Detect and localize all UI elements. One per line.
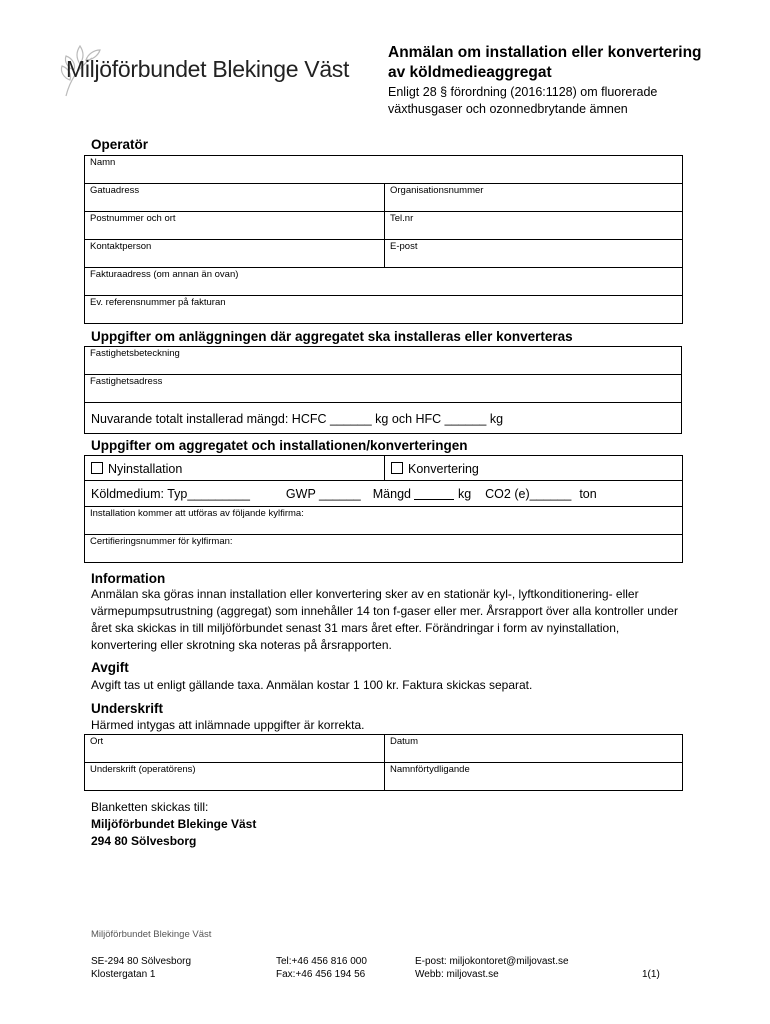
mangd-label: Mängd xyxy=(372,487,411,501)
namnfortydligande-field[interactable]: Namnförtydligande xyxy=(385,763,683,791)
epost-field[interactable]: E-post xyxy=(385,240,683,268)
send-org: Miljöförbundet Blekinge Väst xyxy=(91,817,257,831)
footer-fax: Fax:+46 456 194 56 xyxy=(276,969,366,980)
signature-table xyxy=(84,734,683,791)
postnr-field[interactable]: Postnummer och ort xyxy=(85,212,385,240)
konvertering-checkbox[interactable] xyxy=(391,462,403,474)
footer-tel: Tel:+46 456 816 000 xyxy=(276,956,367,967)
co2-value: CO2 (e)______ xyxy=(485,487,572,501)
ton-label: ton xyxy=(579,487,597,501)
section-facility-heading: Uppgifter om anläggningen där aggregatet ska installeras eller konverteras xyxy=(91,329,573,344)
datum-field[interactable]: Datum xyxy=(385,735,683,763)
logo: Miljöförbundet Blekinge Väst xyxy=(66,56,350,82)
page-number: 1(1) xyxy=(642,969,660,980)
footer-org: Miljöförbundet Blekinge Väst xyxy=(91,929,212,940)
send-label: Blanketten skickas till: xyxy=(91,800,209,814)
fastighetsbeteckning-field[interactable]: Fastighetsbeteckning xyxy=(85,347,682,375)
mangd-line xyxy=(414,488,454,500)
page-title: Anmälan om installation eller konvertering av köldmedieaggregat xyxy=(388,44,702,81)
footer-epost[interactable]: E-post: miljokontoret@miljovast.se xyxy=(415,956,569,967)
underskrift-text: Härmed intygas att inlämnade uppgifter är korrekta. xyxy=(91,718,365,732)
nyinstallation-checkbox[interactable] xyxy=(91,462,103,474)
kylfirma-field[interactable]: Installation kommer att utföras av följande kylfirma: xyxy=(85,507,683,535)
section-unit-heading: Uppgifter om aggregatet och installationen/konverteringen xyxy=(91,438,468,453)
section-information-heading: Information xyxy=(91,571,166,586)
section-avgift-heading: Avgift xyxy=(91,660,129,675)
fakturaadress-field[interactable]: Fakturaadress (om annan än ovan) xyxy=(85,268,683,296)
footer-webb[interactable]: Webb: miljovast.se xyxy=(415,969,499,980)
footer-phone xyxy=(276,955,367,981)
certifieringsnummer-field[interactable]: Certifieringsnummer för kylfirman: xyxy=(85,535,683,563)
section-operator-heading: Operatör xyxy=(91,137,149,152)
konvertering-label: Konvertering xyxy=(408,461,479,476)
referensnummer-field[interactable]: Ev. referensnummer på fakturan xyxy=(85,296,683,324)
footer-address xyxy=(91,955,191,981)
send-address xyxy=(91,799,256,850)
footer-addr2: Klostergatan 1 xyxy=(91,969,156,980)
unit-table xyxy=(84,455,683,563)
footer-addr1: SE-294 80 Sölvesborg xyxy=(91,956,192,967)
send-addr: 294 80 Sölvesborg xyxy=(91,834,197,848)
page-subtitle: Enligt 28 § förordning (2016:1128) om fluorerade växthusgaser och ozonnedbrytande ämnen xyxy=(388,85,658,116)
nyinstallation-label: Nyinstallation xyxy=(108,461,183,476)
fastighetsadress-field[interactable]: Fastighetsadress xyxy=(85,375,682,403)
ort-field[interactable]: Ort xyxy=(85,735,385,763)
footer-contact xyxy=(415,955,569,981)
koldmedium-type: Köldmedium: Typ_________ xyxy=(91,487,250,501)
gatuadress-field[interactable]: Gatuadress xyxy=(85,184,385,212)
kontaktperson-field[interactable]: Kontaktperson xyxy=(85,240,385,268)
gwp-value: GWP ______ xyxy=(285,487,361,501)
tel-field[interactable]: Tel.nr xyxy=(385,212,683,240)
avgift-text: Avgift tas ut enligt gällande taxa. Anmälan kostar 1 100 kr. Faktura skickas separat. xyxy=(91,678,533,692)
koldmedium-field[interactable] xyxy=(85,481,683,507)
underskrift-field[interactable]: Underskrift (operatörens) xyxy=(85,763,385,791)
namn-field[interactable]: Namn xyxy=(85,156,683,184)
orgnr-field[interactable]: Organisationsnummer xyxy=(385,184,683,212)
operator-table xyxy=(84,155,683,324)
kg-label: kg xyxy=(457,487,472,501)
nyinstallation-option[interactable] xyxy=(85,456,385,481)
information-text: Anmälan ska göras innan installation eller konvertering sker av en stationär kyl-, lyftkonditionering- eller värmepumpsutrustning (aggregat) som innehåller 14 ton f-gaser eller mer. Årsrapport över alla kontroller under året ska skickas in till miljöförbundet senast 31 mars året efter. Förändringar i form av nyinstallation, konvertering eller skrotning ska noteras på årsrapporten. xyxy=(91,587,678,652)
facility-table xyxy=(84,346,682,434)
section-underskrift-heading: Underskrift xyxy=(91,701,164,716)
konvertering-option[interactable] xyxy=(385,456,683,481)
installed-amount-field[interactable]: Nuvarande totalt installerad mängd: HCFC ______ kg och HFC ______ kg xyxy=(85,403,682,434)
